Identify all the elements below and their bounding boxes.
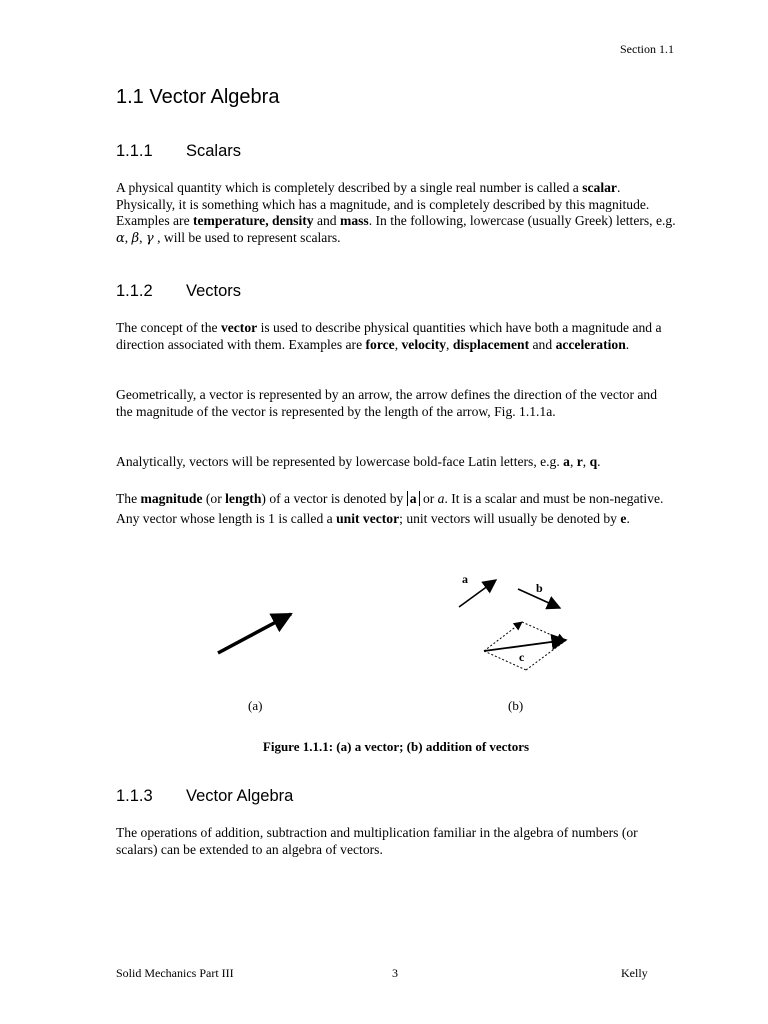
term-mass: mass <box>340 213 369 228</box>
heading-number: 1.1.1 <box>116 142 153 160</box>
vector-label-b: b <box>536 581 543 595</box>
heading-number: 1.1.2 <box>116 282 153 300</box>
vector-arrow-c <box>484 640 566 651</box>
term-scalar: scalar <box>582 180 617 195</box>
text: , <box>446 336 453 352</box>
text: , <box>265 213 273 228</box>
text: , <box>394 336 402 352</box>
text: and <box>529 336 556 352</box>
heading-vectors <box>116 282 241 301</box>
term-unit-vector: unit vector <box>336 511 400 526</box>
term-magnitude: magnitude <box>140 491 203 506</box>
vector-label-c: c <box>519 650 525 664</box>
text: is used to describe physical quantities which have both a magnitude and a direction associated with them. Examples are <box>116 320 662 352</box>
paragraph-vector-concept <box>116 320 676 353</box>
term-density: density <box>272 213 314 228</box>
text: A physical quantity which is completely described by a single real number is called a <box>116 180 583 195</box>
heading-scalars <box>116 142 241 161</box>
text: or <box>419 491 438 506</box>
text: . <box>597 454 601 469</box>
symbol-r: r <box>576 454 583 469</box>
text: , <box>569 454 577 469</box>
heading-number: 1.1.3 <box>116 787 153 805</box>
symbol-e: e <box>620 511 627 526</box>
greek-beta: β <box>131 230 140 246</box>
greek-alpha: α <box>116 230 125 246</box>
abs-a: a <box>407 491 420 506</box>
footer-author: Kelly <box>621 966 648 980</box>
figure-caption: Figure 1.1.1: (a) a vector; (b) addition of vectors <box>262 739 530 754</box>
symbol-a: a <box>563 454 570 469</box>
text: . <box>625 336 630 352</box>
text: and <box>313 213 340 228</box>
text: The <box>116 491 141 506</box>
heading-text: Vector Algebra <box>186 787 294 805</box>
text: ; unit vectors will usually be denoted by <box>399 511 621 526</box>
term-velocity: velocity <box>401 336 447 352</box>
term-length: length <box>225 491 262 506</box>
term-temperature: temperature <box>193 213 266 228</box>
paragraph-geometric: Geometrically, a vector is represented by an arrow, the arrow defines the direction of the vector and the magnitude of the vector is represented by the length of the arrow, Fig. 1.1.1a. <box>116 387 658 419</box>
vector-label-a: a <box>462 572 468 586</box>
paragraph-scalars: A physical quantity which is completely described by a single real number is called a scalar. Physically, it is something which has a magnitude, and is completely described by this magnitude. Examples are temperature, density and mass. In the following, lowercase (usually Greek) letters, e.g. α, β, γ , will be used to represent scalars. <box>116 180 676 246</box>
heading-text: Vectors <box>186 282 242 300</box>
heading-vector-algebra <box>116 787 293 806</box>
text: . It is a scalar and must be non-negative. Any vector whose length is 1 is called a <box>116 491 664 526</box>
section-tag: Section 1.1 <box>620 42 674 56</box>
text: . In the following, lowercase (usually Greek) letters, e.g. <box>368 213 676 228</box>
page-title: 1.1 Vector Algebra <box>116 86 280 108</box>
text: , <box>582 454 590 469</box>
parallelogram-b <box>522 622 565 641</box>
figure-label-a: (a) <box>248 698 263 713</box>
paragraph-analytic <box>116 454 676 471</box>
symbol-q: q <box>589 454 598 469</box>
greek-gamma: γ <box>145 230 154 246</box>
footer-page-number: 3 <box>392 966 398 980</box>
text: ) of a vector is denoted by <box>261 491 407 506</box>
text: . <box>626 511 630 526</box>
text: (or <box>202 491 226 506</box>
paragraph-vector-algebra: The operations of addition, subtraction and multiplication familiar in the algebra of numbers (or scalars) can be extended to an algebra of vectors. <box>116 825 638 857</box>
footer-course: Solid Mechanics Part III <box>116 966 234 980</box>
paragraph-magnitude <box>116 489 676 529</box>
vector-arrow-a <box>218 614 291 653</box>
heading-text: Scalars <box>186 142 242 160</box>
term-vector: vector <box>220 320 258 335</box>
figure-label-b: (b) <box>508 698 524 713</box>
text: . Physically, it is something which has a magnitude, and is completely described by this magnitude. Examples are <box>116 180 650 228</box>
italic-a: a <box>437 491 445 506</box>
text: Analytically, vectors will be represented by lowercase bold-face Latin letters, e.g. <box>116 454 564 469</box>
text: , will be used to represent scalars. <box>157 229 341 245</box>
term-displacement: displacement <box>452 336 530 352</box>
term-force: force <box>365 336 395 352</box>
term-acceleration: acceleration <box>555 336 626 352</box>
text: The concept of the <box>116 320 221 335</box>
